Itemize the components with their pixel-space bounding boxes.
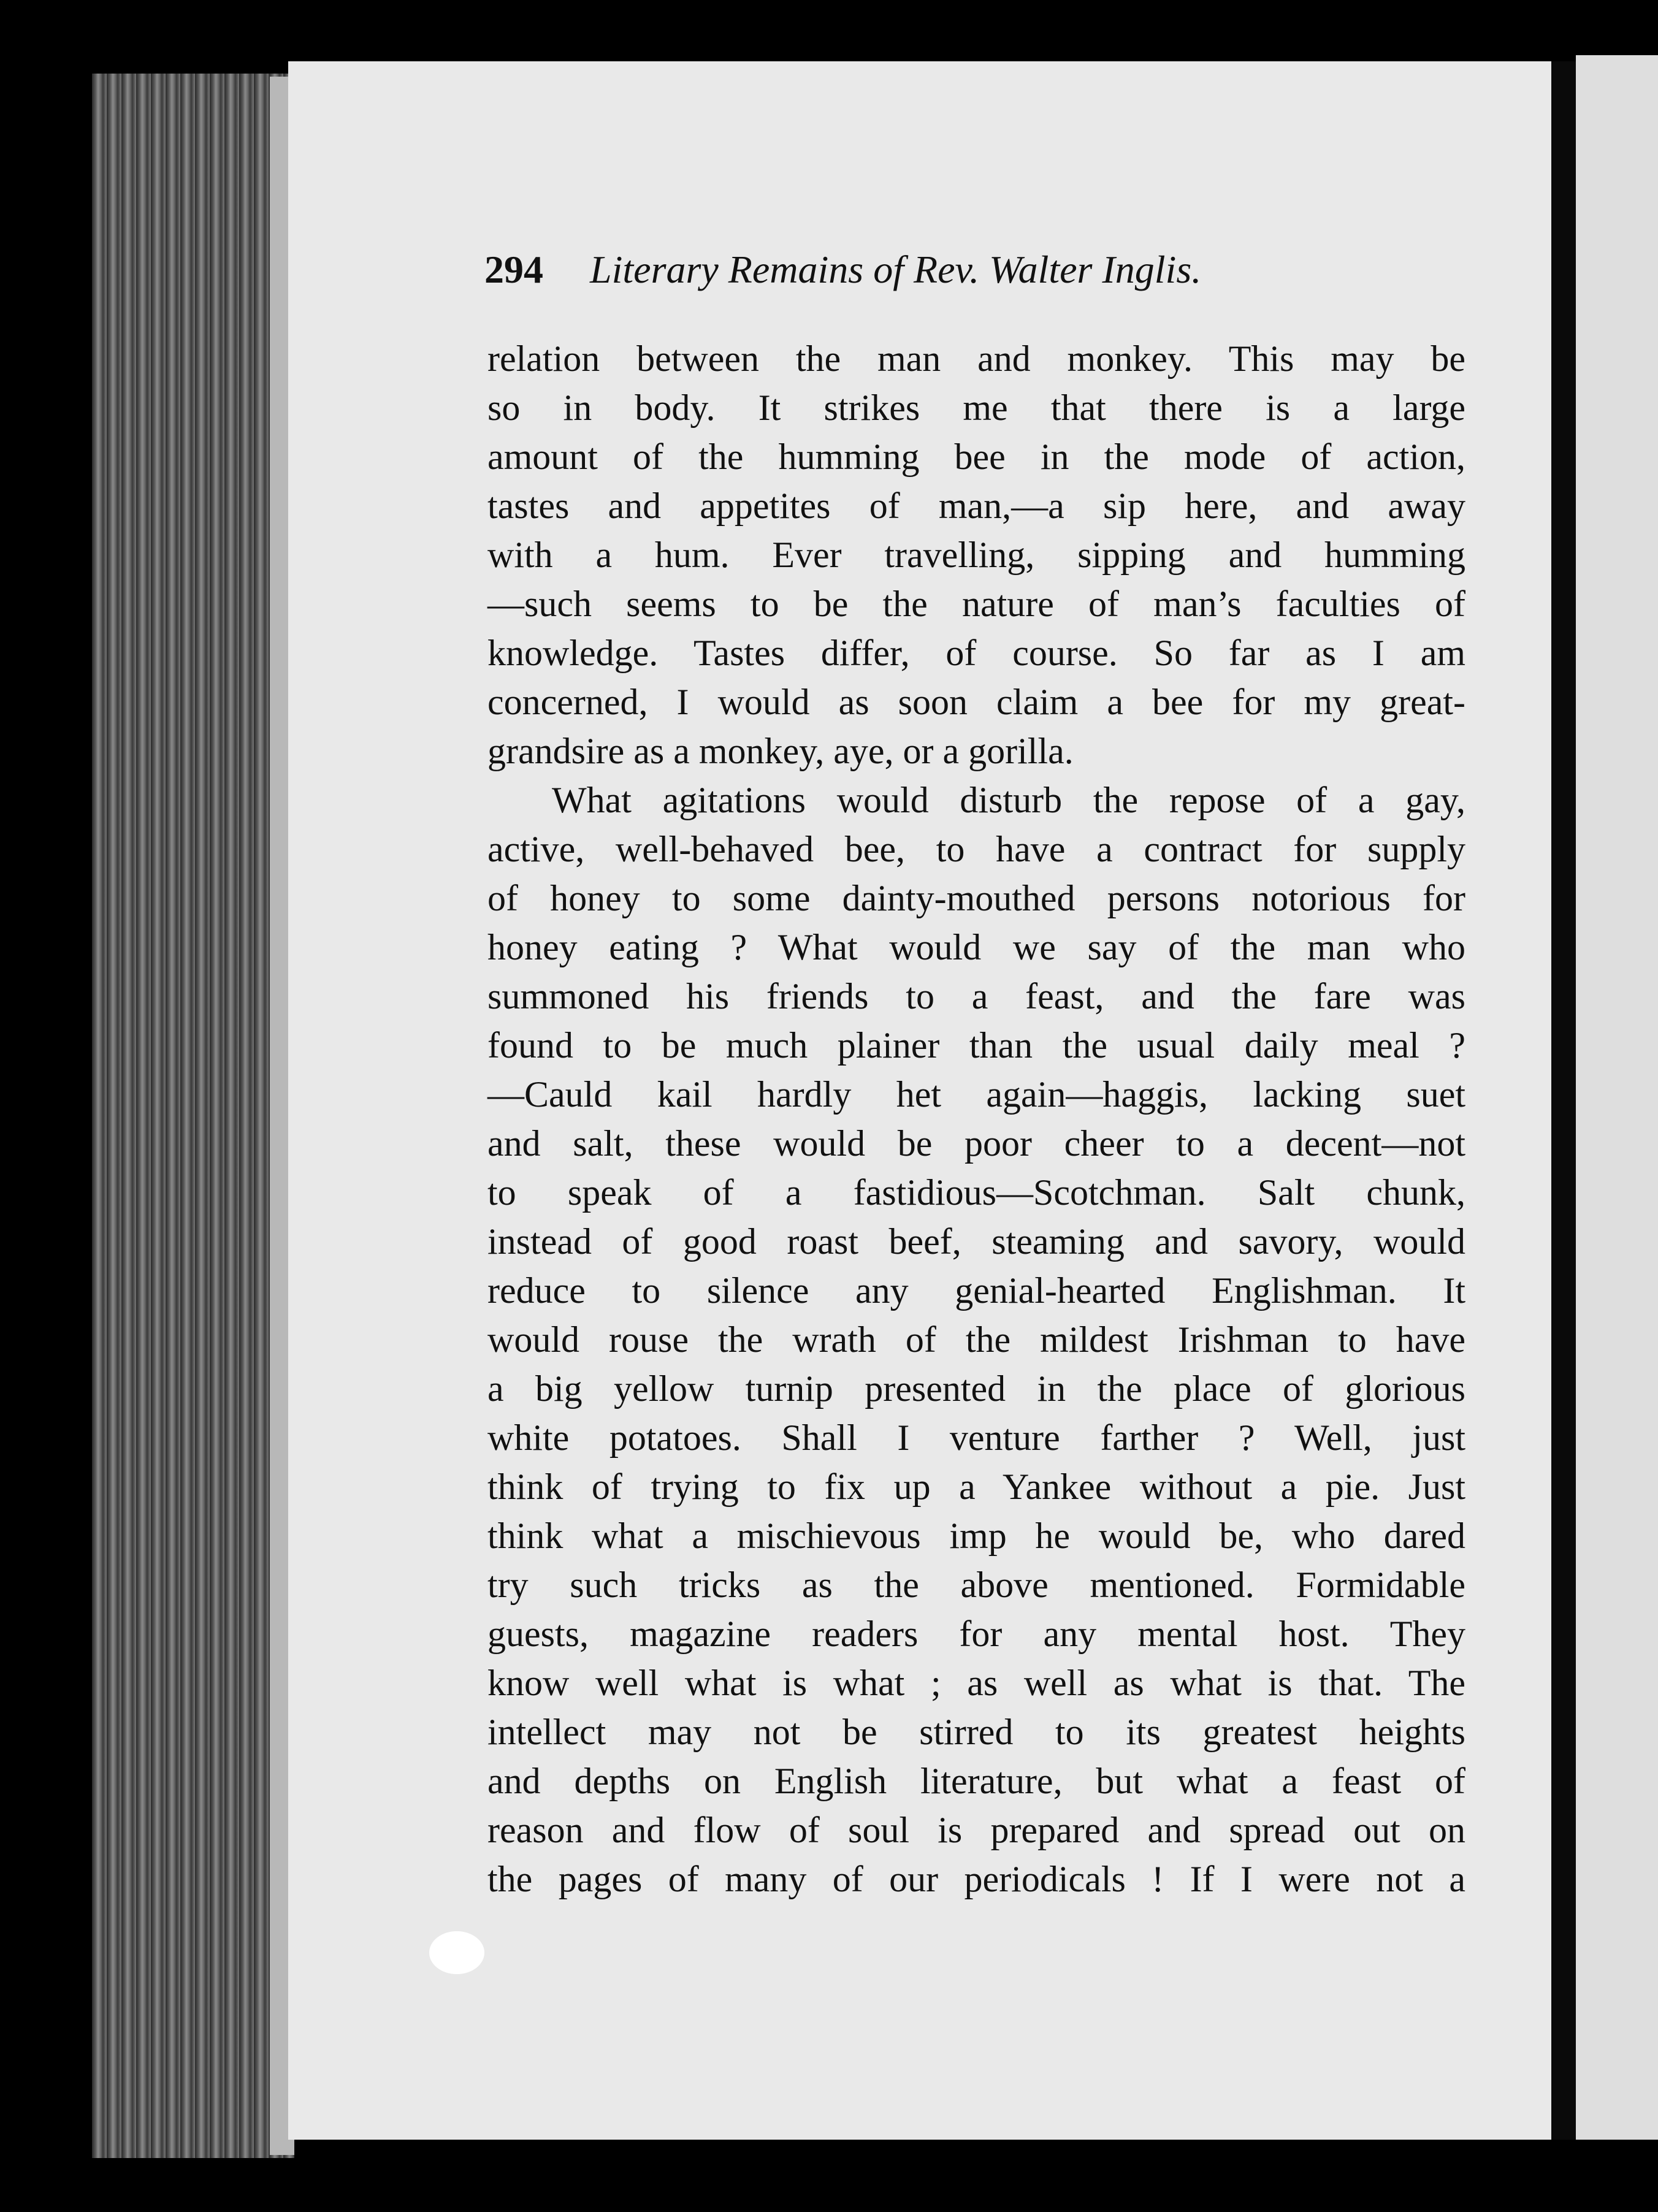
- text-line: tastes and appetites of man,—a sip here, and away: [487, 486, 1465, 526]
- scan-blemish: [429, 1931, 484, 1974]
- running-head: [484, 242, 1355, 297]
- body-text: [487, 334, 1465, 1904]
- text-line: guests, magazine readers for any mental host. They: [487, 1614, 1465, 1654]
- text-line: amount of the humming bee in the mode of action,: [487, 437, 1465, 477]
- text-line: reduce to silence any genial-hearted Englishman. It: [487, 1270, 1465, 1311]
- page-edges: [92, 74, 294, 2158]
- text-line: of honey to some dainty-mouthed persons notorious for: [487, 878, 1465, 918]
- text-line: try such tricks as the above mentioned. Formidable: [487, 1565, 1465, 1605]
- text-line: —Cauld kail hardly het again—haggis, lacking suet: [487, 1074, 1465, 1115]
- text-line: summoned his friends to a feast, and the fare was: [487, 976, 1465, 1016]
- page-number: 294: [484, 248, 543, 291]
- text-line: white potatoes. Shall I venture farther ? Well, just: [487, 1417, 1465, 1458]
- running-title: Literary Remains of Rev. Walter Inglis.: [590, 248, 1202, 291]
- text-line: and salt, these would be poor cheer to a decent—not: [487, 1123, 1465, 1164]
- text-line: instead of good roast beef, steaming and savory, would: [487, 1221, 1465, 1262]
- text-line: relation between the man and monkey. This may be: [487, 338, 1465, 379]
- text-line: so in body. It strikes me that there is a large: [487, 387, 1465, 428]
- text-line: think of trying to fix up a Yankee without a pie. Just: [487, 1466, 1465, 1507]
- text-line: think what a mischievous imp he would be, who dared: [487, 1516, 1465, 1556]
- text-line: and depths on English literature, but what a feast of: [487, 1761, 1465, 1801]
- text-line: the pages of many of our periodicals ! If I were not a: [487, 1859, 1465, 1899]
- text-line: reason and flow of soul is prepared and spread out on: [487, 1810, 1465, 1850]
- text-line: with a hum. Ever travelling, sipping and humming: [487, 535, 1465, 575]
- text-line: grandsire as a monkey, aye, or a gorilla.: [487, 731, 1074, 771]
- text-line: concerned, I would as soon claim a bee for my great-: [487, 682, 1465, 722]
- text-line: to speak of a fastidious—Scotchman. Salt chunk,: [487, 1172, 1465, 1213]
- facing-page: [1576, 55, 1658, 2140]
- text-line: active, well-behaved bee, to have a contract for supply: [487, 829, 1465, 869]
- text-line: found to be much plainer than the usual daily meal ?: [487, 1025, 1465, 1066]
- text-line: knowledge. Tastes differ, of course. So far as I am: [487, 633, 1465, 673]
- book-gutter: [1551, 61, 1576, 2140]
- text-line: honey eating ? What would we say of the man who: [487, 927, 1465, 967]
- text-line: intellect may not be stirred to its greatest heights: [487, 1712, 1465, 1752]
- text-line: —such seems to be the nature of man’s faculties of: [487, 584, 1465, 624]
- text-line: a big yellow turnip presented in the place of glorious: [487, 1368, 1465, 1409]
- text-line: would rouse the wrath of the mildest Irishman to have: [487, 1319, 1465, 1360]
- text-line: know well what is what ; as well as what is that. The: [487, 1663, 1465, 1703]
- text-line: What agitations would disturb the repose of a gay,: [552, 780, 1465, 820]
